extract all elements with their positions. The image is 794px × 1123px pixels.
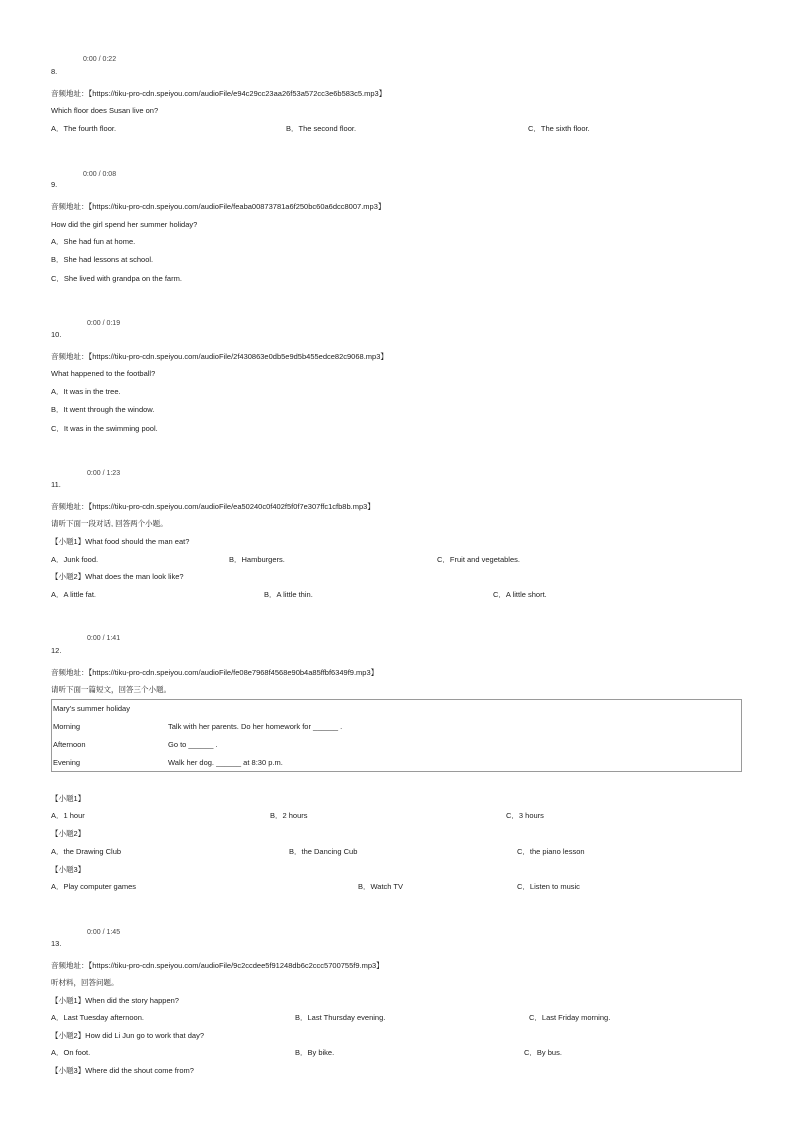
audio-player-time[interactable]: 0:00 / 0:22	[83, 56, 117, 63]
sub-question: 【小题2】What does the man look like?	[51, 572, 184, 581]
option-c[interactable]: C．The sixth floor.	[528, 124, 590, 133]
holiday-table	[51, 699, 742, 772]
question-text: What happened to the football?	[51, 369, 156, 378]
question-number: 8.	[51, 67, 58, 76]
option-b[interactable]: B．A little thin.	[264, 590, 313, 599]
question-text: How did the girl spend her summer holiday?	[51, 220, 198, 229]
audio-address: 音频地址：【https://tiku-pro-cdn.speiyou.com/audioFile/e94c29cc23aa26f53a572cc3e6b583c5.mp3】	[51, 89, 387, 98]
option-c[interactable]: C．By bus.	[524, 1048, 562, 1057]
question-number: 13.	[51, 939, 62, 948]
option-b[interactable]: B．The second floor.	[286, 124, 357, 133]
option-b[interactable]: B．Hamburgers.	[229, 555, 285, 564]
question-number: 12.	[51, 646, 62, 655]
audio-player-time[interactable]: 0:00 / 1:23	[87, 470, 121, 477]
table-row-text: Talk with her parents. Do her homework for ______ .	[168, 722, 343, 731]
audio-player-time[interactable]: 0:00 / 0:08	[83, 171, 117, 178]
option-c[interactable]: C．Last Friday morning.	[529, 1013, 611, 1022]
option-c[interactable]: C．Fruit and vegetables.	[437, 555, 520, 564]
table-row-text: Go to ______ .	[168, 740, 218, 749]
audio-player-time[interactable]: 0:00 / 1:41	[87, 635, 121, 642]
sub-question: 【小题2】	[51, 829, 86, 838]
option-b[interactable]: B．It went through the window.	[51, 405, 155, 414]
option-a[interactable]: A．On foot.	[51, 1048, 91, 1057]
sub-question: 【小题3】Where did the shout come from?	[51, 1066, 194, 1075]
option-b[interactable]: B．By bike.	[295, 1048, 335, 1057]
table-row-label: Afternoon	[53, 740, 86, 749]
option-a[interactable]: A．the Drawing Club	[51, 847, 122, 856]
option-b[interactable]: B．Last Thursday evening.	[295, 1013, 386, 1022]
sub-question: 【小题1】	[51, 794, 86, 803]
table-row-text: Walk her dog. ______ at 8:30 p.m.	[168, 758, 283, 767]
option-a[interactable]: A．Junk food.	[51, 555, 99, 564]
option-a[interactable]: A．1 hour	[51, 811, 85, 820]
question-text: Which floor does Susan live on?	[51, 106, 159, 115]
option-a[interactable]: A．Play computer games	[51, 882, 137, 891]
option-c[interactable]: C．It was in the swimming pool.	[51, 424, 158, 433]
sub-question: 【小题3】	[51, 865, 86, 874]
table-row-label: Morning	[53, 722, 81, 731]
option-b[interactable]: B．the Dancing Cub	[289, 847, 358, 856]
sub-question: 【小题1】When did the story happen?	[51, 996, 179, 1005]
option-b[interactable]: B．2 hours	[270, 811, 308, 820]
option-a[interactable]: A．It was in the tree.	[51, 387, 121, 396]
option-a[interactable]: A．A little fat.	[51, 590, 97, 599]
option-c[interactable]: C．Listen to music	[517, 882, 580, 891]
question-number: 11.	[51, 480, 61, 489]
instruction: 听材料，回答问题。	[51, 978, 119, 987]
option-a[interactable]: A．The fourth floor.	[51, 124, 117, 133]
option-a[interactable]: A．Last Tuesday afternoon.	[51, 1013, 144, 1022]
question-number: 9.	[51, 180, 58, 189]
option-c[interactable]: C．She lived with grandpa on the farm.	[51, 274, 182, 283]
instruction: 请听下面一篇短文，回答三个小题。	[51, 685, 171, 694]
instruction: 请听下面一段对话, 回答两个小题。	[51, 519, 168, 528]
audio-player-time[interactable]: 0:00 / 1:45	[87, 929, 121, 936]
table-title: Mary’s summer holiday	[53, 704, 130, 713]
sub-question: 【小题1】What food should the man eat?	[51, 537, 190, 546]
option-b[interactable]: B．She had lessons at school.	[51, 255, 154, 264]
sub-question: 【小题2】How did Li Jun go to work that day?	[51, 1031, 204, 1040]
option-c[interactable]: C．the piano lesson	[517, 847, 585, 856]
option-c[interactable]: C．A little short.	[493, 590, 547, 599]
option-a[interactable]: A．She had fun at home.	[51, 237, 136, 246]
audio-player-time[interactable]: 0:00 / 0:19	[87, 320, 121, 327]
audio-address: 音频地址：【https://tiku-pro-cdn.speiyou.com/audioFile/2f430863e0db5e9d5b455edce82c9068.mp3】	[51, 352, 388, 361]
audio-address: 音频地址：【https://tiku-pro-cdn.speiyou.com/audioFile/feaba00873781a6f250bc60a6dcc8007.mp3】	[51, 202, 386, 211]
option-b[interactable]: B．Watch TV	[358, 882, 404, 891]
audio-address: 音频地址：【https://tiku-pro-cdn.speiyou.com/audioFile/9c2ccdee5f91248db6c2ccc5700755f9.mp3】	[51, 961, 384, 970]
option-c[interactable]: C．3 hours	[506, 811, 544, 820]
audio-address: 音频地址：【https://tiku-pro-cdn.speiyou.com/audioFile/ea50240c0f402f5f0f7e307ffc1cfb8b.mp3】	[51, 502, 375, 511]
table-row-label: Evening	[53, 758, 81, 767]
audio-address: 音频地址：【https://tiku-pro-cdn.speiyou.com/audioFile/fe08e7968f4568e90b4a85ffbf6349f9.mp3】	[51, 668, 379, 677]
question-number: 10.	[51, 330, 62, 339]
